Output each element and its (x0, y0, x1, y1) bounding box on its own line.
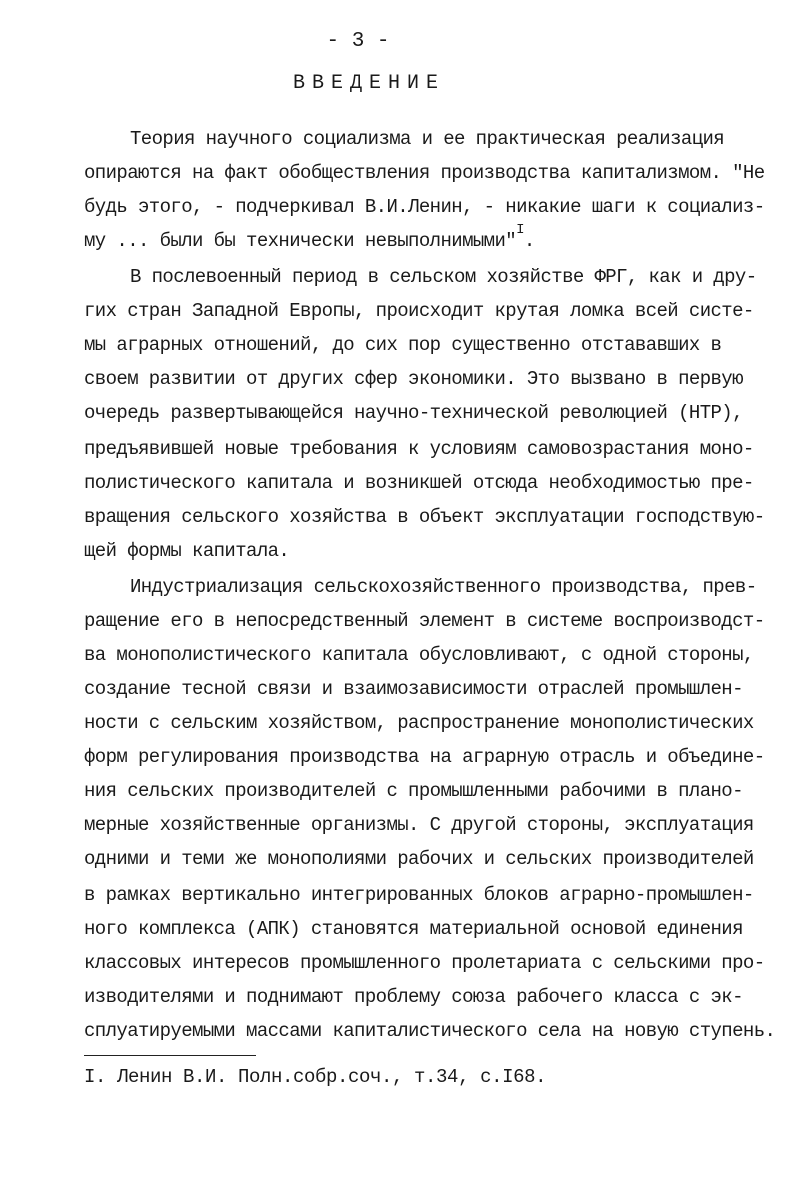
text-line: одними и теми же монополиями рабочих и сельских производителей (84, 848, 754, 870)
text-line: щей формы капитала. (84, 540, 290, 562)
text-line: сплуатируемыми массами капиталистического села на новую ступень. (84, 1020, 776, 1042)
text-line: в рамках вертикально интегрированных блоков аграрно-промышлен- (84, 884, 754, 906)
text-fragment: му ... были бы технически невыполнимыми" (84, 230, 517, 252)
text-line: создание тесной связи и взаимозависимости отраслей промышлен- (84, 678, 743, 700)
text-line: гих стран Западной Европы, происходит крутая ломка всей систе- (84, 300, 754, 322)
text-line: мерные хозяйственные организмы. С другой стороны, эксплуатация (84, 814, 754, 836)
text-line: ности с сельским хозяйством, распространение монополистических (84, 712, 754, 734)
text-line: В послевоенный период в сельском хозяйстве ФРГ, как и дру- (130, 266, 757, 288)
text-line: будь этого, - подчеркивал В.И.Ленин, - никакие шаги к социализ- (84, 196, 765, 218)
footnote-divider (84, 1055, 256, 1056)
text-line: мы аграрных отношений, до сих пор существенно отстававших в (84, 334, 722, 356)
text-line: опираются на факт обобществления производства капитализмом. "Не (84, 162, 765, 184)
text-line: Теория научного социализма и ее практическая реализация (130, 128, 725, 150)
text-line: ного комплекса (АПК) становятся материальной основой единения (84, 918, 743, 940)
text-fragment: . (523, 230, 535, 252)
page-number: - 3 - (326, 30, 390, 53)
text-line: предъявившей новые требования к условиям самовозрастания моно- (84, 438, 754, 460)
text-line: ния сельских производителей с промышленными рабочими в плано- (84, 780, 743, 802)
text-line: своем развитии от других сфер экономики. Это вызвано в первую (84, 368, 743, 390)
text-line: форм регулирования производства на аграрную отрасль и объедине- (84, 746, 765, 768)
text-line: Индустриализация сельскохозяйственного производства, прев- (130, 576, 757, 598)
text-line: очередь развертывающейся научно-технической революцией (НТР), (84, 402, 743, 424)
text-line: изводителями и поднимают проблему союза рабочего класса с эк- (84, 986, 743, 1008)
text-line: ращение его в непосредственный элемент в системе воспроизводст- (84, 610, 765, 632)
footnote: I. Ленин В.И. Полн.собр.соч., т.34, с.I68. (84, 1066, 547, 1088)
footnote-marker: I (516, 222, 524, 238)
text-line: вращения сельского хозяйства в объект эксплуатации господствую- (84, 506, 765, 528)
text-line: классовых интересов промышленного пролетариата с сельскими про- (84, 952, 765, 974)
text-line: ва монополистического капитала обусловливают, с одной стороны, (84, 644, 754, 666)
page-title: ВВЕДЕНИЕ (292, 72, 445, 95)
text-line (84, 222, 535, 252)
text-line: полистического капитала и возникшей отсюда необходимостью пре- (84, 472, 754, 494)
